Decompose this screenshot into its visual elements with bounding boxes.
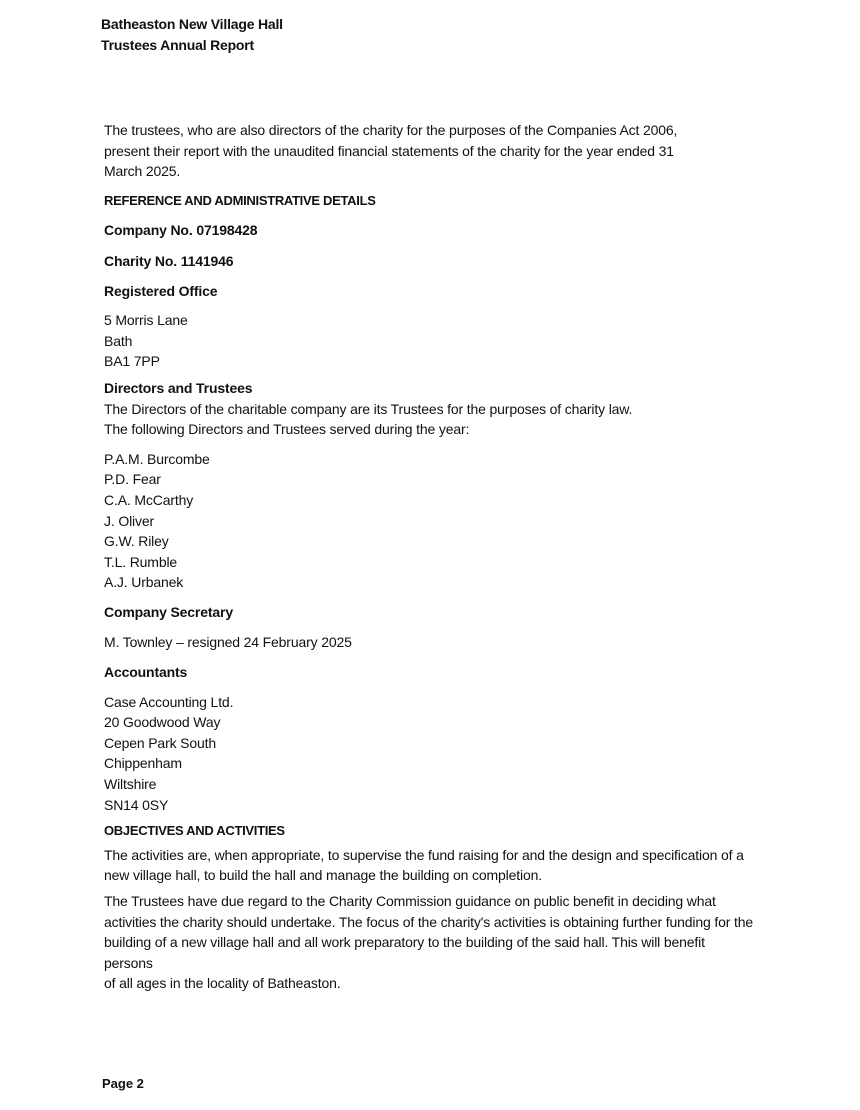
paragraph-line: The activities are, when appropriate, to supervise the fund raising for and the design and specification of a	[104, 846, 744, 863]
objectives-heading: OBJECTIVES AND ACTIVITIES	[104, 823, 285, 839]
page-number: Page 2	[102, 1076, 144, 1091]
director-name: J. Oliver	[104, 512, 154, 529]
accountants-heading: Accountants	[104, 664, 188, 681]
director-name: T.L. Rumble	[104, 553, 178, 570]
report-body	[104, 120, 764, 994]
director-name: G.W. Riley	[104, 533, 169, 550]
paragraph-line: building of a new village hall and all work preparatory to the building of the said hall. This will benefit persons	[104, 934, 705, 971]
company-secretary-text: M. Townley – resigned 24 February 2025	[104, 634, 352, 651]
director-name: P.D. Fear	[104, 471, 161, 488]
company-number: Company No. 07198428	[104, 222, 258, 239]
report-title: Trustees Annual Report	[101, 37, 254, 53]
address-line: BA1 7PP	[104, 353, 160, 370]
registered-office-address	[104, 310, 764, 372]
paragraph-line: The Trustees have due regard to the Charity Commission guidance on public benefit in deciding what	[104, 893, 716, 909]
address-line: Chippenham	[104, 755, 182, 772]
directors-heading: Directors and Trustees	[104, 379, 253, 396]
intro-paragraph	[104, 120, 704, 182]
objectives-paragraph-1	[104, 845, 754, 886]
company-secretary-heading: Company Secretary	[104, 603, 233, 620]
address-line: SN14 0SY	[104, 796, 169, 813]
charity-number: Charity No. 1141946	[104, 252, 234, 269]
directors-list	[104, 449, 764, 593]
paragraph-line: of all ages in the locality of Batheaston.	[104, 975, 341, 992]
reference-heading: REFERENCE AND ADMINISTRATIVE DETAILS	[104, 192, 376, 208]
intro-line: present their report with the unaudited financial statements of the charity for the year ended 31	[104, 142, 674, 159]
intro-line: March 2025.	[104, 163, 181, 180]
organisation-name: Batheaston New Village Hall	[101, 16, 283, 32]
director-name: A.J. Urbanek	[104, 574, 184, 591]
accountants-address	[104, 692, 764, 816]
director-name: C.A. McCarthy	[104, 491, 194, 508]
document-header	[101, 14, 283, 56]
address-line: Case Accounting Ltd.	[104, 693, 234, 710]
address-line: 5 Morris Lane	[104, 312, 188, 329]
registered-office-heading: Registered Office	[104, 282, 218, 299]
directors-line: The following Directors and Trustees served during the year:	[104, 421, 470, 438]
directors-line: The Directors of the charitable company are its Trustees for the purposes of charity law.	[104, 400, 633, 417]
directors-description	[104, 399, 764, 440]
address-line: Wiltshire	[104, 776, 157, 793]
address-line: 20 Goodwood Way	[104, 714, 221, 731]
intro-line: The trustees, who are also directors of the charity for the purposes of the Companies Act 2006,	[104, 122, 678, 138]
address-line: Bath	[104, 332, 133, 349]
paragraph-line: activities the charity should undertake. The focus of the charity's activities is obtaining further funding for the	[104, 913, 753, 930]
director-name: P.A.M. Burcombe	[104, 450, 210, 467]
address-line: Cepen Park South	[104, 734, 217, 751]
objectives-paragraph-2	[104, 891, 754, 994]
paragraph-line: new village hall, to build the hall and manage the building on completion.	[104, 867, 542, 884]
